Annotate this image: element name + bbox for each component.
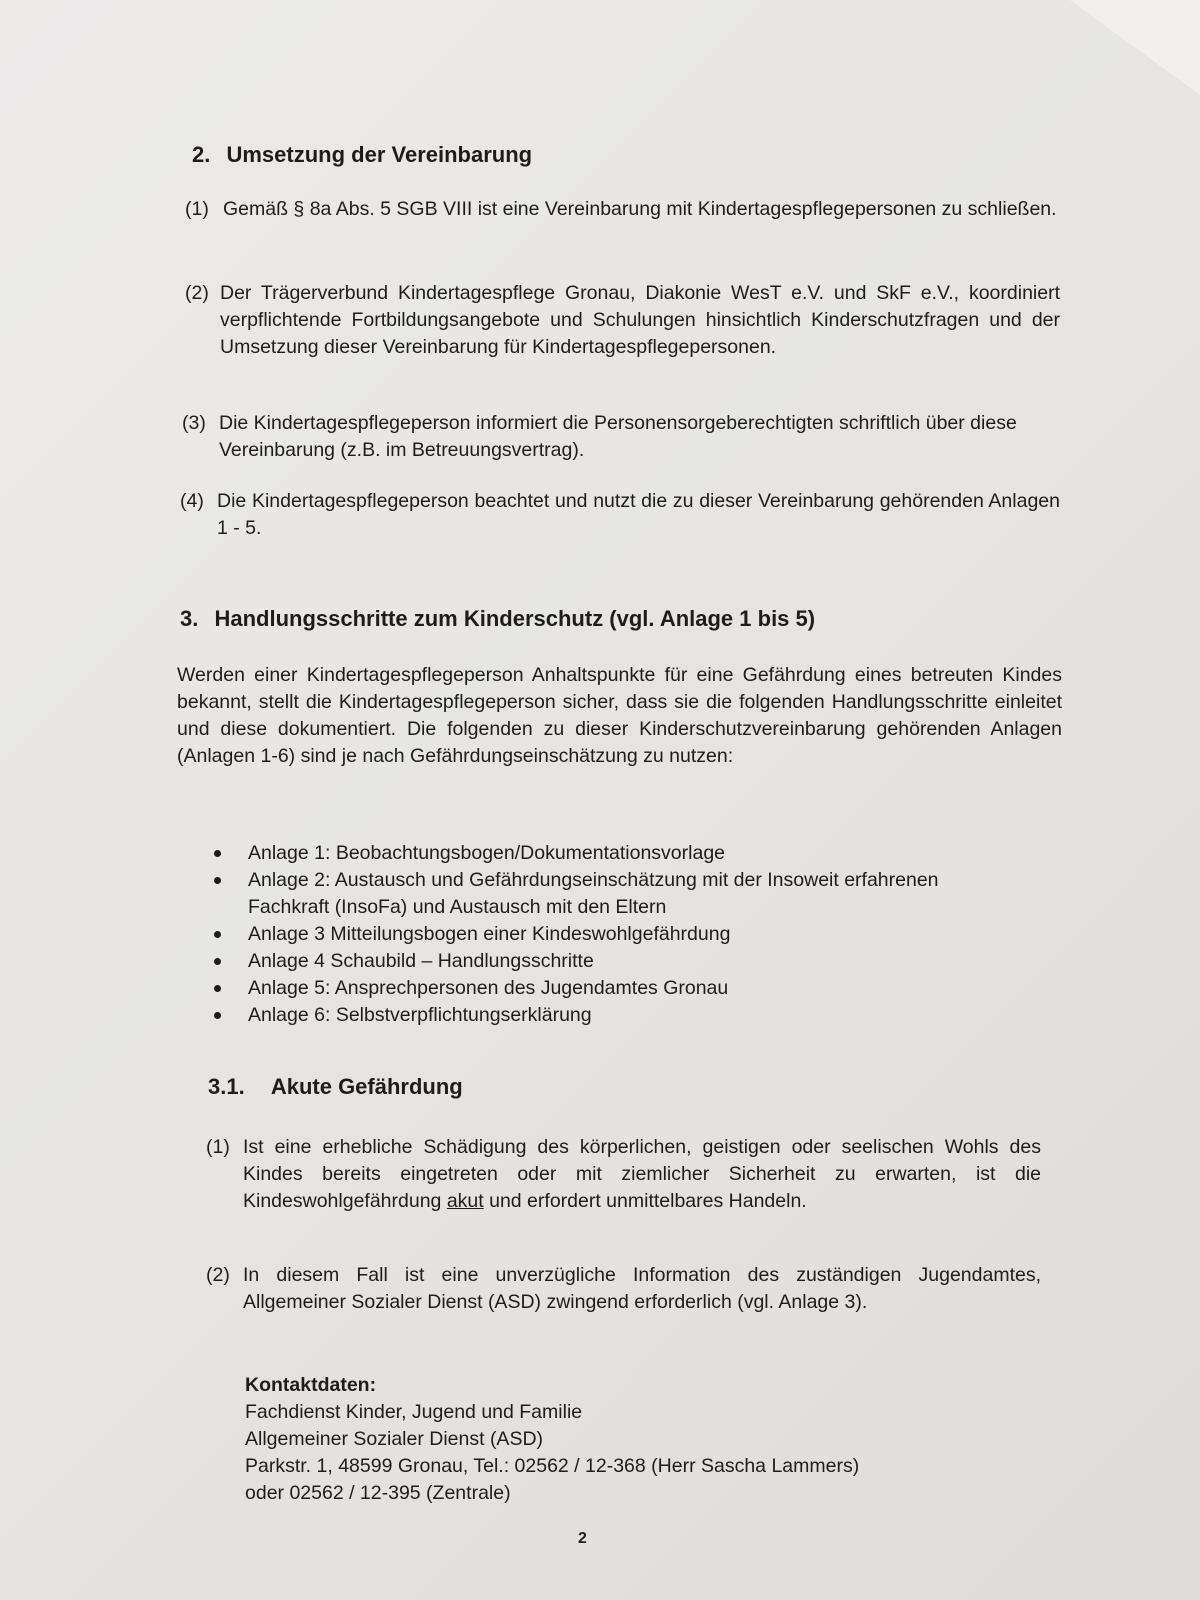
item-marker: (2) (185, 282, 209, 304)
list-item (210, 921, 970, 948)
bullet-icon (214, 1012, 221, 1019)
item-marker: (4) (180, 490, 204, 512)
section-3-1-heading (208, 1074, 463, 1100)
section-2-item-3 (182, 410, 1060, 464)
item-text-part: und erfordert unmittelbares Handeln. (483, 1190, 807, 1212)
emphasis-text: akut (446, 1190, 484, 1212)
section-number: 3.1. (208, 1074, 245, 1099)
section-title: Akute Gefährdung (270, 1074, 463, 1099)
list-item-text: Anlage 2: Austausch und Gefährdungseinschätzung mit der Insoweit erfahrenen Fachkraft (InsoFa) und Austausch mit den Eltern (248, 869, 939, 918)
bullet-icon (214, 877, 221, 884)
item-text (206, 1134, 1041, 1215)
section-2-item-4 (180, 488, 1060, 542)
contact-line: oder 02562 / 12-395 (Zentrale) (245, 1482, 511, 1504)
anlagen-list (210, 840, 970, 1029)
list-item (210, 1002, 970, 1029)
item-text-part: Ist eine erhebliche Schädigung des körperlichen, geistigen oder seelischen Wohls des Kindes bereits eingetreten oder mit ziemlicher Sicherheit zu erwarten, ist die Kindeswohlgefährdung (243, 1136, 1041, 1212)
item-marker: (1) (206, 1136, 230, 1158)
item-marker: (1) (185, 198, 209, 220)
list-item-text: Anlage 6: Selbstverpflichtungserklärung (248, 1004, 592, 1026)
contact-block (245, 1372, 1005, 1507)
list-item (210, 840, 970, 867)
item-marker: (2) (206, 1264, 230, 1286)
item-marker: (3) (182, 412, 206, 434)
section-number: 2. (192, 142, 211, 167)
bullet-icon (214, 850, 221, 857)
section-3-1-item-1 (206, 1134, 1041, 1215)
list-item-text: Anlage 3 Mitteilungsbogen einer Kindeswohlgefährdung (248, 923, 731, 945)
contact-title: Kontaktdaten: (245, 1374, 377, 1396)
contact-line: Fachdienst Kinder, Jugend und Familie (245, 1401, 583, 1423)
item-text: Die Kindertagespflegeperson beachtet und nutzt die zu dieser Vereinbarung gehörenden Anlagen 1 - 5. (217, 490, 1060, 539)
list-item (210, 975, 970, 1002)
section-number: 3. (180, 606, 199, 631)
section-title: Handlungsschritte zum Kinderschutz (vgl. Anlage 1 bis 5) (214, 606, 816, 631)
section-3-1-item-2 (206, 1262, 1041, 1316)
bullet-icon (214, 985, 221, 992)
item-text: Die Kindertagespflegeperson informiert die Personensorgeberechtigten schriftlich über diese Vereinbarung (z.B. im Betreuungsvertrag). (219, 412, 1017, 461)
bullet-icon (214, 958, 221, 965)
section-3-intro: Werden einer Kindertagespflegeperson Anhaltspunkte für eine Gefährdung eines betreuten Kindes bekannt, stellt die Kindertagespflegeperson sicher, dass sie die folgenden Handlungsschritte einleitet und diese dokumentiert. Die folgenden zu dieser Kinderschutzvereinbarung gehörenden Anlagen (Anlagen 1-6) sind je nach Gefährdungseinschätzung zu nutzen: (177, 664, 1062, 767)
bullet-icon (214, 931, 221, 938)
item-text: Gemäß § 8a Abs. 5 SGB VIII ist eine Vereinbarung mit Kindertagespflegepersonen zu schließen. (223, 198, 1057, 220)
section-2-heading (192, 142, 532, 168)
section-title: Umsetzung der Vereinbarung (226, 142, 533, 167)
list-item-text: Anlage 5: Ansprechpersonen des Jugendamtes Gronau (248, 977, 729, 999)
section-3-heading (180, 606, 815, 632)
contact-line: Allgemeiner Sozialer Dienst (ASD) (245, 1428, 544, 1450)
list-item-text: Anlage 1: Beobachtungsbogen/Dokumentationsvorlage (248, 842, 726, 864)
page-number: 2 (578, 1530, 587, 1547)
list-item-text: Anlage 4 Schaubild – Handlungsschritte (248, 950, 594, 972)
item-text: Der Trägerverbund Kindertagespflege Gronau, Diakonie WesT e.V. und SkF e.V., koordiniert verpflichtende Fortbildungsangebote und Schulungen hinsichtlich Kinderschutzfragen und der Umsetzung dieser Vereinbarung für Kindertagespflegepersonen. (220, 282, 1060, 358)
item-text: In diesem Fall ist eine unverzügliche Information des zuständigen Jugendamtes, Allgemeiner Sozialer Dienst (ASD) zwingend erforderlich (vgl. Anlage 3). (243, 1264, 1041, 1313)
section-2-item-2 (185, 280, 1060, 361)
list-item (210, 867, 970, 921)
contact-line: Parkstr. 1, 48599 Gronau, Tel.: 02562 / 12-368 (Herr Sascha Lammers) (245, 1455, 860, 1477)
list-item (210, 948, 970, 975)
section-2-item-1 (185, 196, 1060, 223)
